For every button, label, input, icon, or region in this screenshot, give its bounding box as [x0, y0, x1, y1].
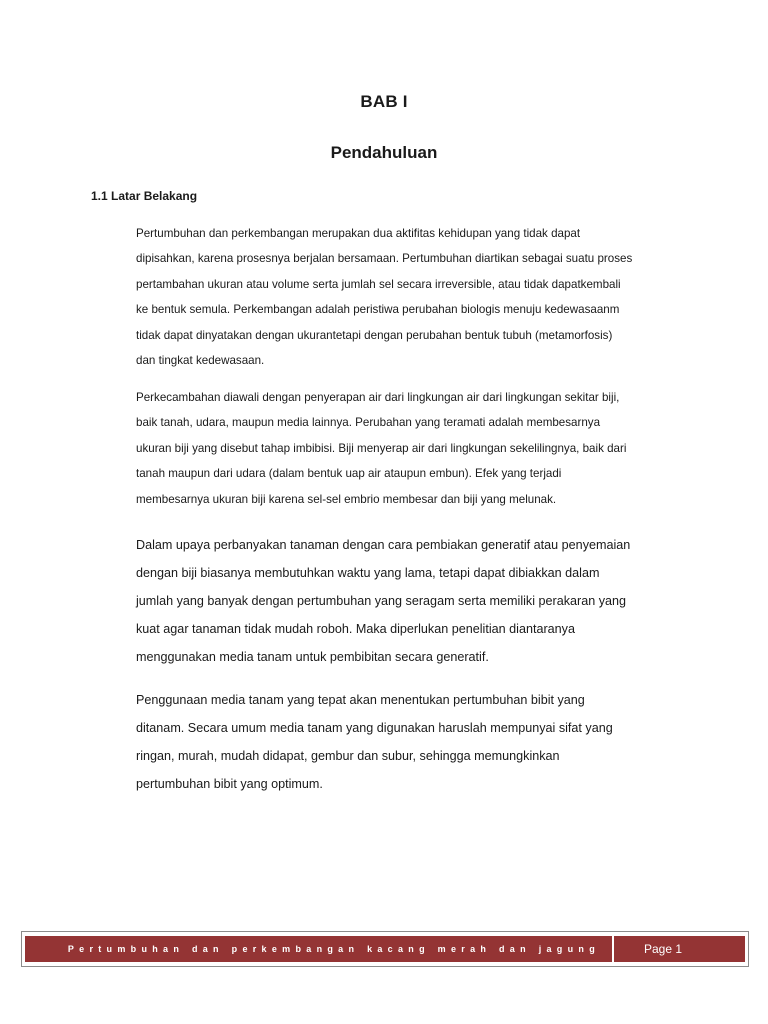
- paragraph-planting-media: Penggunaan media tanam yang tepat akan menentukan pertumbuhan bibit yang ditanam. Secara umum media tanam yang digunakan haruslah mempunyai sifat yang ringan, murah, mudah didapat, gembur dan subur, sehingga memungkinkan pertumbuhan bibit yang optimum.: [136, 693, 613, 791]
- footer-running-title: Pertumbuhan dan perkembangan kacang merah dan jagung: [25, 936, 612, 962]
- section-heading: 1.1 Latar Belakang: [91, 189, 198, 203]
- page-footer: [21, 931, 749, 967]
- footer-page-number: Page 1: [644, 942, 683, 956]
- paragraph-propagation: Dalam upaya perbanyakan tanaman dengan cara pembiakan generatif atau penyemaian dengan biji biasanya membutuhkan waktu yang lama, tetapi dapat dibiakkan dalam jumlah yang banyak dengan pertumbuhan yang seragam serta memiliki perakaran yang kuat agar tanaman tidak mudah roboh. Maka diperlukan penelitian diantaranya menggunakan media tanam untuk pembibitan secara generatif.: [136, 538, 631, 664]
- paragraph-germination: Perkecambahan diawali dengan penyerapan air dari lingkungan air dari lingkungan sekitar biji, baik tanah, udara, maupun media lainnya. Perubahan yang teramati adalah membesarnya ukuran biji yang disebut tahap imbibisi. Biji menyerap air dari lingkungan sekelilingnya, baik dari tanah maupun dari udara (dalam bentuk uap air ataupun embun). Efek yang terjadi membesarnya ukuran biji karena sel-sel embrio membesar dan biji yang melunak.: [136, 391, 627, 506]
- paragraph-growth-development: Pertumbuhan dan perkembangan merupakan dua aktifitas kehidupan yang tidak dapat dipisahkan, karena prosesnya berjalan bersamaan. Pertumbuhan diartikan sebagai suatu proses pertambahan ukuran atau volume serta jumlah sel secara irreversible, atau tidak dapatkembali ke bentuk semula. Perkembangan adalah peristiwa perubahan biologis menuju kedewasaanm tidak dapat dinyatakan dengan ukurantetapi dengan perubahan bentuk tubuh (metamorfosis) dan tingkat kedewasaan.: [136, 227, 633, 368]
- chapter-heading: BAB I: [360, 92, 408, 111]
- footer-page-number-box: [614, 936, 745, 962]
- chapter-title: Pendahuluan: [330, 143, 438, 162]
